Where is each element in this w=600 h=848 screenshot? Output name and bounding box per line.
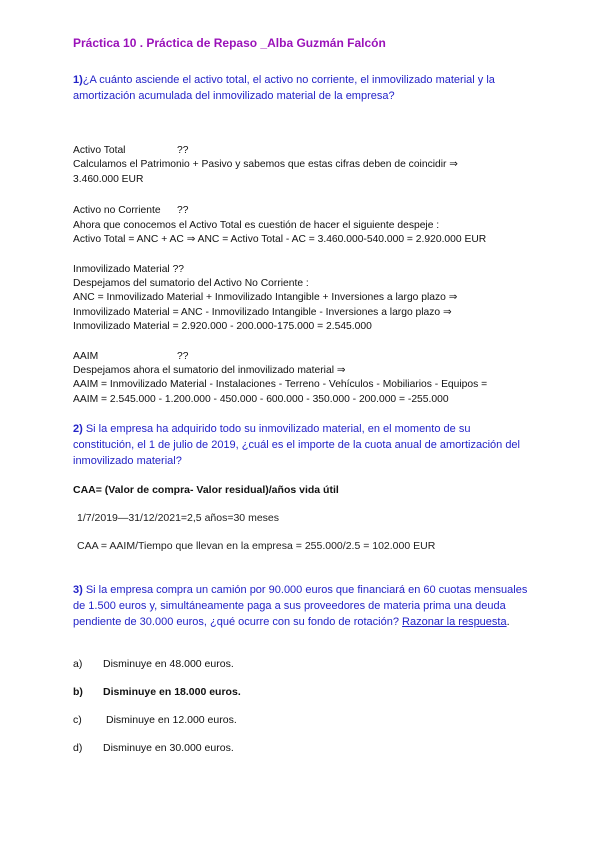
activo-total-heading bbox=[73, 144, 188, 158]
inmov-line-3: Inmovilizado Material = ANC - Inmovilizado Intangible - Inversiones a largo plazo ⇒ bbox=[73, 307, 452, 318]
question-2 bbox=[73, 421, 533, 469]
activo-nc-heading bbox=[73, 204, 188, 218]
question-1-text: ¿A cuánto asciende el activo total, el activo no corriente, el inmovilizado material y la amortización acumulada del inmovilizado material de la empresa? bbox=[73, 74, 495, 102]
option-a bbox=[73, 658, 234, 670]
option-d-letter: d) bbox=[73, 742, 83, 754]
inmov-line-2: ANC = Inmovilizado Material + Inmovilizado Intangible + Inversiones a largo plazo ⇒ bbox=[73, 292, 458, 303]
period-calculation: 1/7/2019—31/12/2021=2,5 años=30 meses bbox=[77, 512, 279, 524]
razonar-link[interactable]: Razonar la respuesta bbox=[402, 616, 507, 628]
question-3-text: Si la empresa compra un camión por 90.000 euros que financiará en 60 cuotas mensuales de 1.500 euros y, simultáneamente paga a sus proveedores de materia prima una deuda pendiente de 30.000 euros, ¿qué ocurre con su fondo de rotación? bbox=[73, 584, 528, 628]
caa-formula: CAA= (Valor de compra- Valor residual)/años vida útil bbox=[73, 484, 339, 496]
inmov-line-1: Despejamos del sumatorio del Activo No Corriente : bbox=[73, 278, 309, 289]
question-1-number: 1) bbox=[73, 74, 83, 86]
aaim-heading bbox=[73, 350, 188, 364]
activo-total-label: Activo Total bbox=[73, 145, 126, 156]
activo-nc-mark: ?? bbox=[177, 205, 189, 216]
option-c-letter: c) bbox=[73, 714, 82, 726]
activo-nc-line-2: Activo Total = ANC + AC ⇒ ANC = Activo Total - AC = 3.460.000-540.000 = 2.920.000 EUR bbox=[73, 234, 487, 245]
option-b bbox=[73, 686, 241, 698]
aaim-mark: ?? bbox=[177, 351, 189, 362]
activo-total-mark: ?? bbox=[177, 145, 189, 156]
question-1 bbox=[73, 72, 533, 104]
question-2-number: 2) bbox=[73, 423, 83, 435]
caa-result: CAA = AAIM/Tiempo que llevan en la empresa = 255.000/2.5 = 102.000 EUR bbox=[77, 540, 436, 552]
option-c-text: Disminuye en 12.000 euros. bbox=[106, 714, 237, 726]
option-b-letter: b) bbox=[73, 686, 83, 698]
question-3: 3) Si la empresa compra un camión por 90.000 euros que financiará en 60 cuotas mensuales de 1.500 euros y, simultáneamente paga a sus proveedores de materia prima una deuda pendiente de 30.000 euros, ¿qué ocurre con su fondo de rotación? Razonar la respuesta. bbox=[73, 584, 528, 628]
option-a-letter: a) bbox=[73, 658, 83, 670]
inmov-heading: Inmovilizado Material ?? bbox=[73, 264, 185, 275]
activo-total-line-2: 3.460.000 EUR bbox=[73, 174, 144, 185]
option-c bbox=[73, 714, 237, 726]
document-title: Práctica 10 . Práctica de Repaso _Alba Guzmán Falcón bbox=[73, 36, 386, 50]
aaim-line-1: Despejamos ahora el sumatorio del inmovilizado material ⇒ bbox=[73, 365, 346, 376]
option-b-text: Disminuye en 18.000 euros. bbox=[103, 686, 241, 698]
question-2-text: Si la empresa ha adquirido todo su inmovilizado material, en el momento de su constitución, el 1 de julio de 2019, ¿cuál es el importe de la cuota anual de amortización del inmovilizado material? bbox=[73, 423, 520, 467]
option-a-text: Disminuye en 48.000 euros. bbox=[103, 658, 234, 670]
option-d bbox=[73, 742, 234, 754]
inmov-line-4: Inmovilizado Material = 2.920.000 - 200.000-175.000 = 2.545.000 bbox=[73, 321, 372, 332]
question-3-number: 3) bbox=[73, 584, 83, 596]
aaim-line-3: AAIM = 2.545.000 - 1.200.000 - 450.000 - 600.000 - 350.000 - 200.000 = -255.000 bbox=[73, 394, 449, 405]
option-d-text: Disminuye en 30.000 euros. bbox=[103, 742, 234, 754]
aaim-label: AAIM bbox=[73, 351, 99, 362]
activo-total-line-1: Calculamos el Patrimonio + Pasivo y sabemos que estas cifras deben de coincidir ⇒ bbox=[73, 159, 458, 170]
aaim-line-2: AAIM = Inmovilizado Material - Instalaciones - Terreno - Vehículos - Mobiliarios - Equipos = bbox=[73, 379, 488, 390]
activo-nc-line-1: Ahora que conocemos el Activo Total es cuestión de hacer el siguiente despeje : bbox=[73, 220, 440, 231]
activo-nc-label: Activo no Corriente bbox=[73, 205, 161, 216]
